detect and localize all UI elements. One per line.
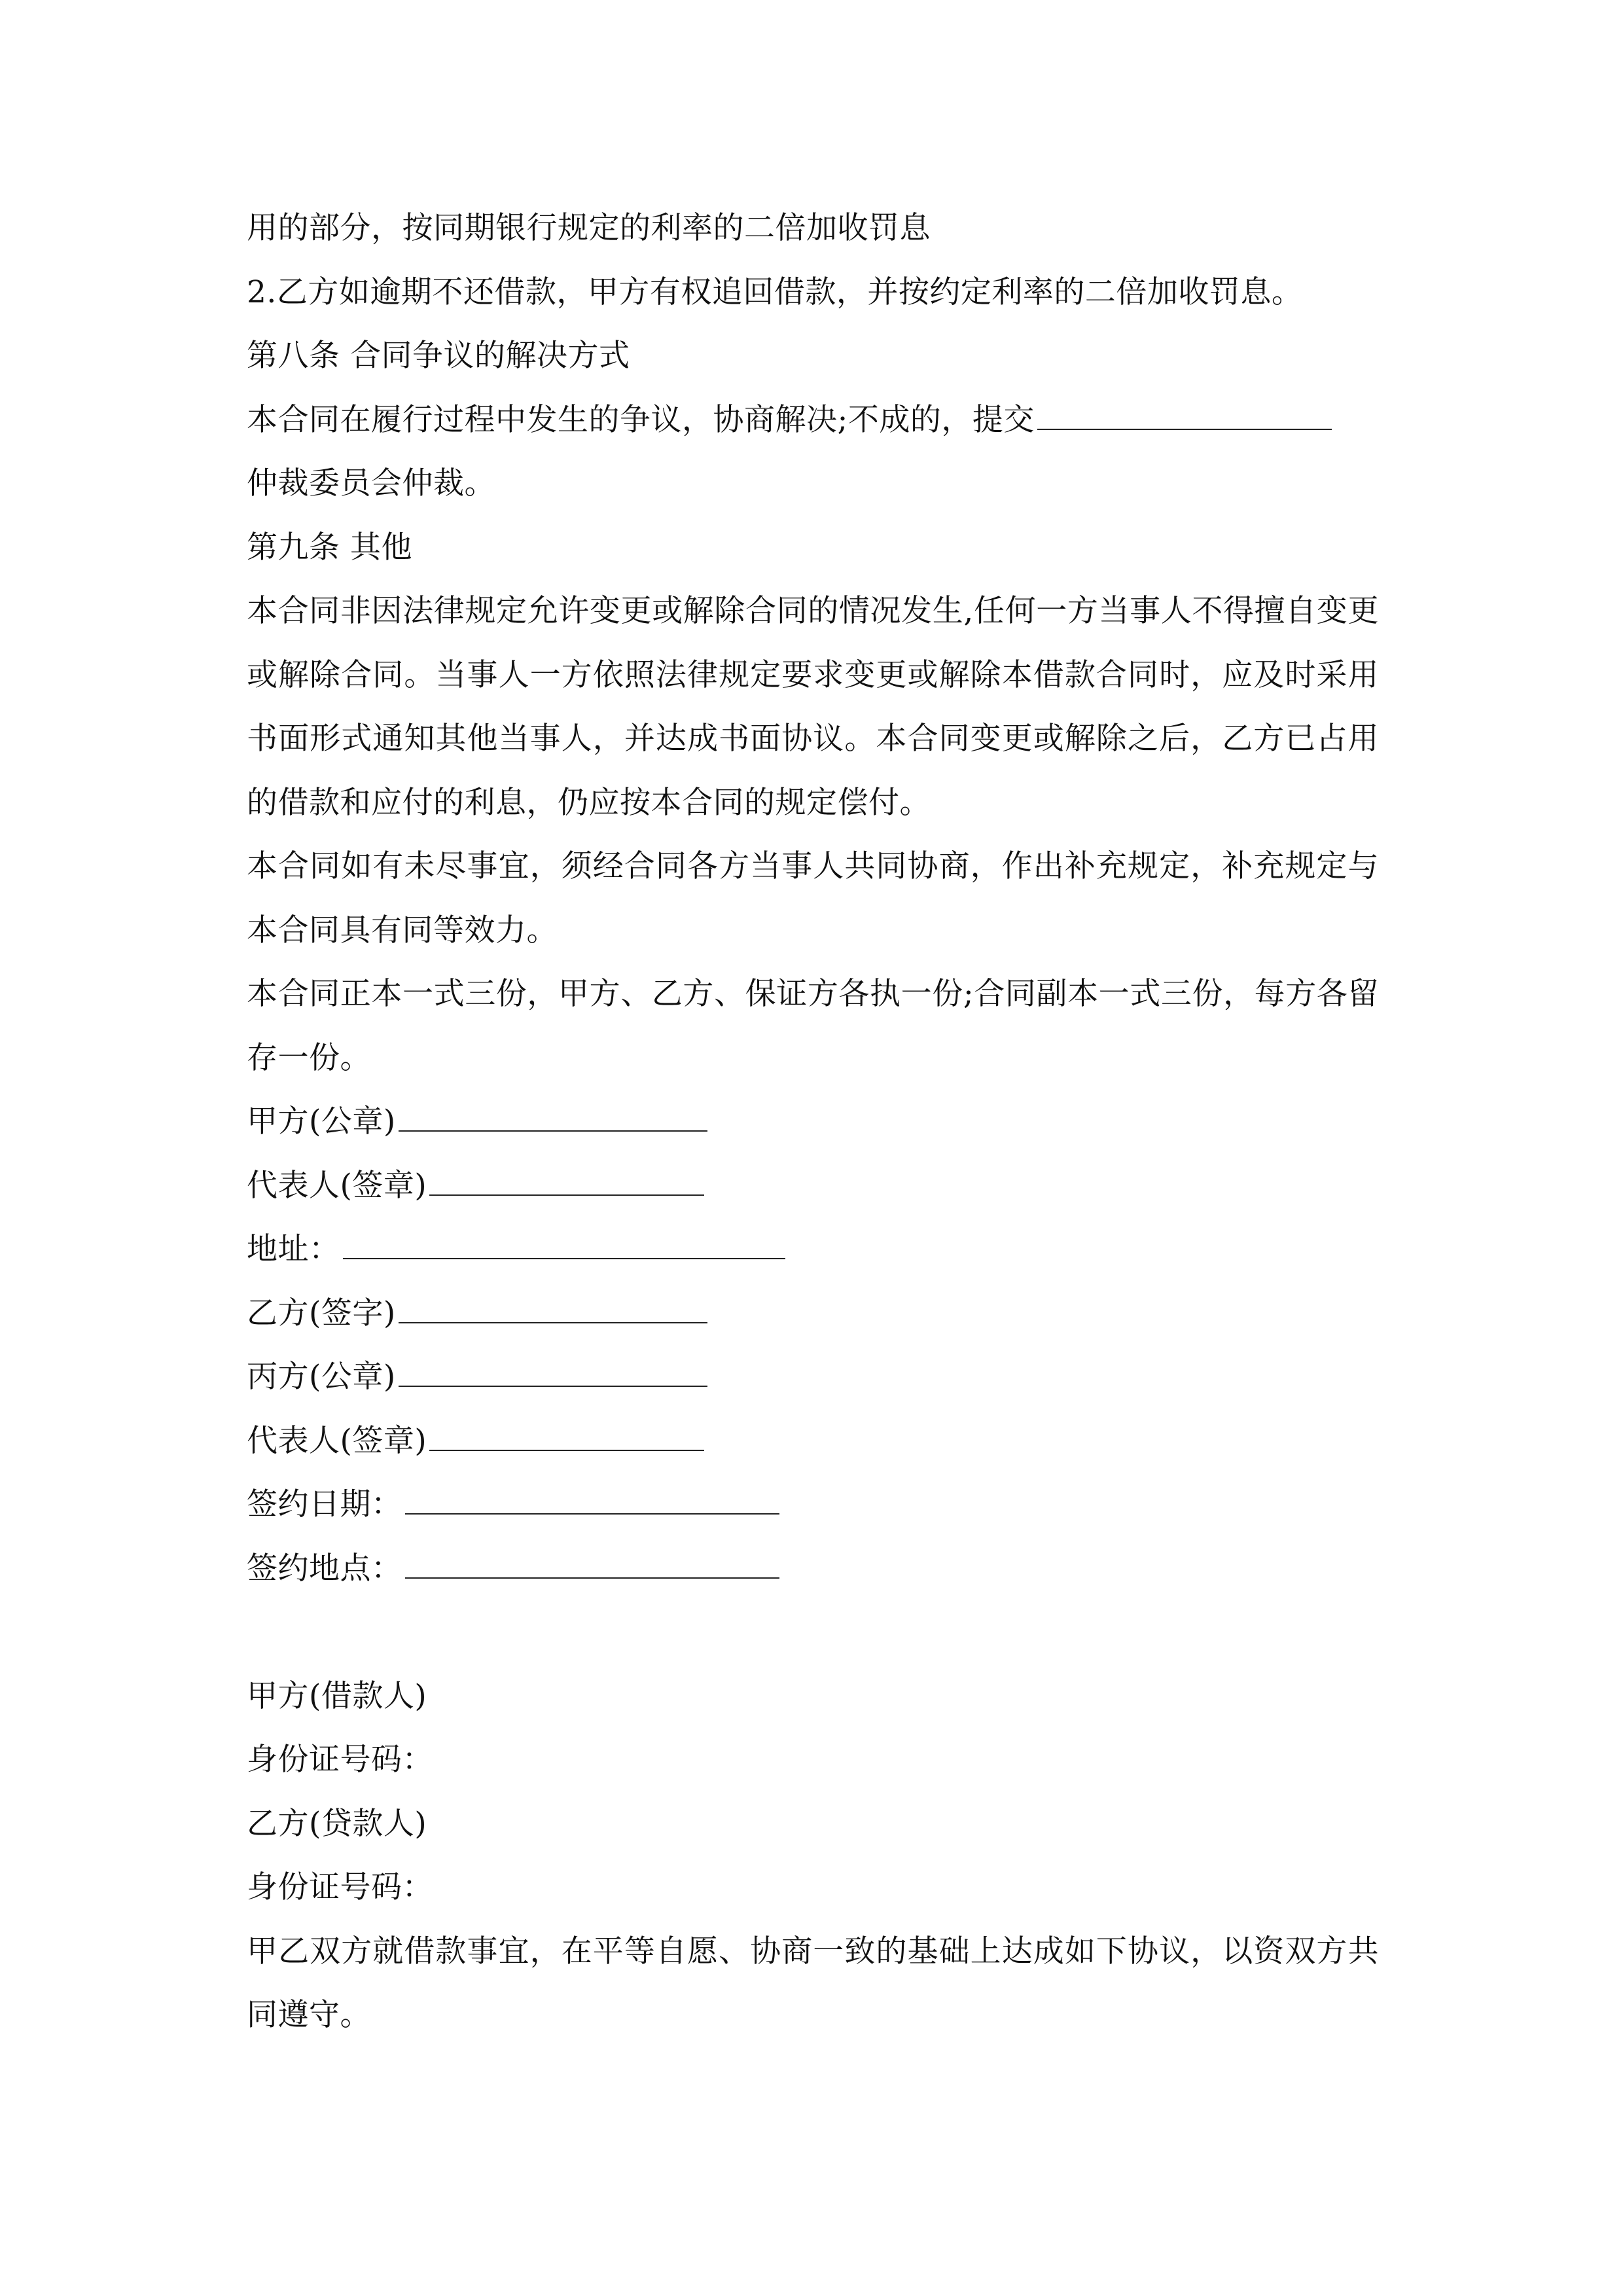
signature-place (247, 1537, 1379, 1601)
signature-blank (343, 1232, 785, 1259)
signature-blank (399, 1296, 707, 1323)
borrower-id-label: 身份证号码： (247, 1742, 433, 1778)
article-8-title: 第八条 合同争议的解决方式 (247, 338, 630, 374)
article-9-title: 第九条 其他 (247, 529, 412, 565)
signature-label: 代表人(签章) (247, 1422, 427, 1459)
signature-date (247, 1473, 1379, 1537)
article-9-paragraph-2: 本合同如有未尽事宜，须经合同各方当事人共同协商，作出补充规定，补充规定与本合同具有同等效力。 (247, 848, 1379, 948)
signature-blank (429, 1424, 704, 1451)
signature-address (247, 1217, 1379, 1282)
signature-label: 甲方(公章) (247, 1103, 396, 1139)
signature-label: 代表人(签章) (247, 1167, 427, 1204)
text-line: 2.乙方如逾期不还借款，甲方有权追回借款，并按约定利率的二倍加收罚息。 (247, 274, 1303, 310)
signature-label: 签约日期： (247, 1486, 402, 1522)
lender-id-label: 身份证号码： (247, 1869, 433, 1905)
signature-rep-c (247, 1409, 1379, 1473)
signature-blank (405, 1551, 779, 1579)
signature-blank (405, 1487, 779, 1515)
article-9-paragraph-1: 本合同非因法律规定允许变更或解除合同的情况发生,任何一方当事人不得擅自变更或解除合同。当事人一方依照法律规定要求变更或解除本借款合同时，应及时采用书面形式通知其他当事人，并达成书面协议。本合同变更或解除之后，乙方已占用的借款和应付的利息，仍应按本合同的规定偿付。 (247, 593, 1379, 821)
borrower-label: 甲方(借款人) (247, 1677, 427, 1714)
agreement-intro: 甲乙双方就借款事宜，在平等自愿、协商一致的基础上达成如下协议，以资双方共同遵守。 (247, 1933, 1379, 2033)
article-8-body (247, 388, 1379, 452)
signature-label: 地址： (247, 1231, 340, 1267)
article-8-body-cont: 仲裁委员会仲裁。 (247, 465, 495, 501)
signature-label: 乙方(签字) (247, 1295, 396, 1331)
signature-rep-a (247, 1154, 1379, 1218)
signature-blank (399, 1359, 707, 1387)
section-spacer (247, 1600, 1379, 1664)
article-9-paragraph-3: 本合同正本一式三份，甲方、乙方、保证方各执一份;合同副本一式三份，每方各留存一份。 (247, 976, 1379, 1076)
signature-blank (429, 1168, 704, 1196)
signature-party-c (247, 1345, 1379, 1409)
signature-party-a (247, 1090, 1379, 1154)
signature-blank (399, 1104, 707, 1132)
signature-label: 丙方(公章) (247, 1359, 396, 1395)
signature-label: 签约地点： (247, 1550, 402, 1587)
text-line: 用的部分，按同期银行规定的利率的二倍加收罚息 (247, 210, 931, 246)
signature-party-b (247, 1282, 1379, 1346)
article-8-text: 本合同在履行过程中发生的争议，协商解决;不成的，提交 (247, 401, 1035, 438)
lender-label: 乙方(贷款人) (247, 1805, 427, 1842)
arbitration-blank (1037, 403, 1332, 430)
document-body (247, 196, 1379, 2047)
